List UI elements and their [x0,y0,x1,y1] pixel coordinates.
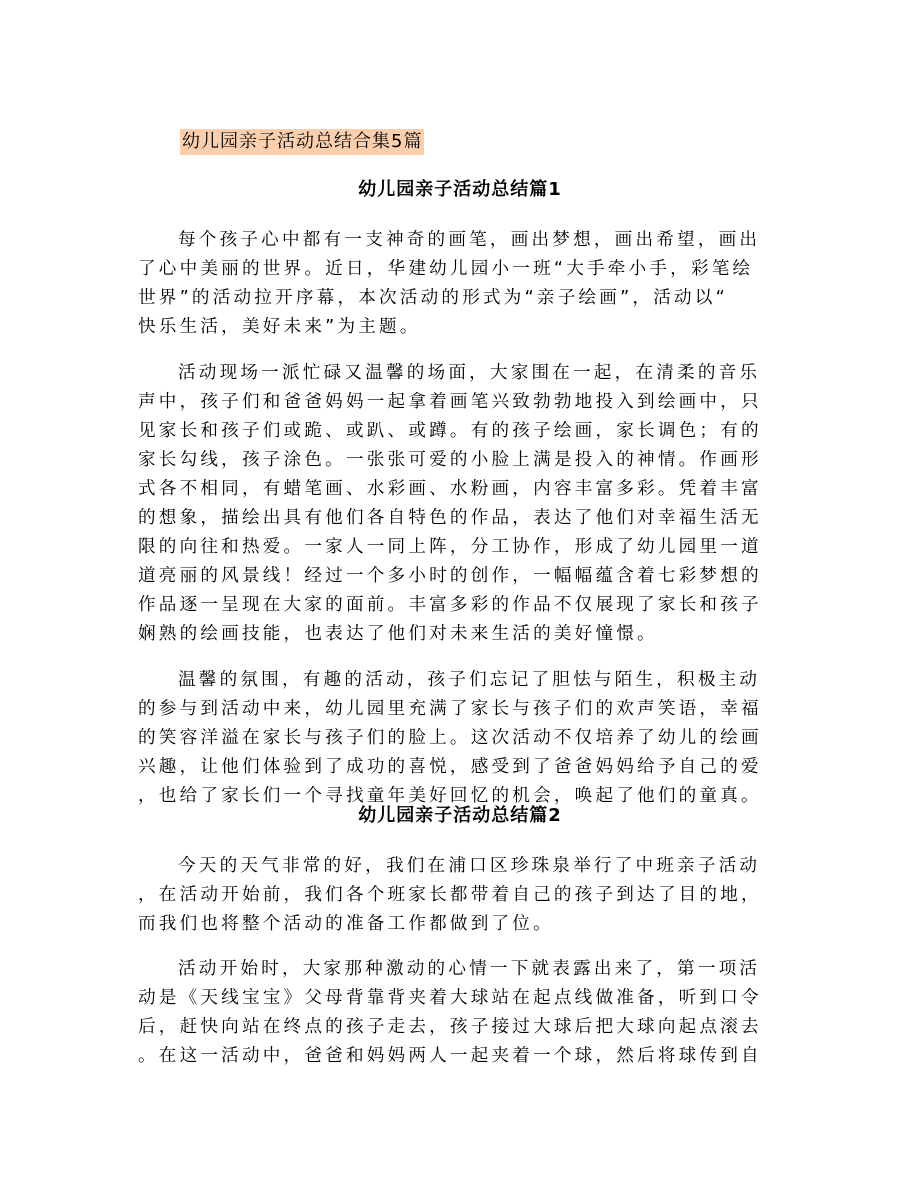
paragraph-line: 活动开始时，大家那种激动的心情一下就表露出来了，第一项活 [178,959,761,979]
paragraph-line: 式各不相同，有蜡笔画、水彩画、水粉画，内容丰富多彩。凭着丰富 [138,479,762,499]
paragraph-line: 了心中美丽的世界。近日，华建幼儿园小一班“大手牵小手，彩笔绘 [138,259,754,279]
paragraph-line: 的想象，描绘出具有他们各自特色的作品，表达了他们对幸福生活无 [138,508,762,528]
paragraph-line: 世界”的活动拉开序幕，本次活动的形式为“亲子绘画”，活动以“ [138,288,728,308]
paragraph-line: 。在这一活动中，爸爸和妈妈两人一起夹着一个球，然后将球传到自 [138,1046,762,1066]
section-heading-1: 幼儿园亲子活动总结篇1 [358,179,562,200]
paragraph-line: 今天的天气非常的好，我们在浦口区珍珠泉举行了中班亲子活动 [178,856,761,876]
paragraph-line: 道亮丽的风景线！经过一个多小时的创作，一幅幅蕴含着七彩梦想的 [138,566,762,586]
paragraph-line: ，在活动开始前，我们各个班家长都带着自己的孩子到达了目的地， [138,885,762,905]
paragraph-line: 见家长和孩子们或跪、或趴、或蹲。有的孩子绘画，家长调色；有的 [138,421,762,441]
paragraph-line: 快乐生活，美好未来”为主题。 [138,317,421,337]
section-heading-2: 幼儿园亲子活动总结篇2 [358,805,562,826]
paragraph-line: 后，赶快向站在终点的孩子走去，孩子接过大球后把大球向起点滚去 [138,1017,762,1037]
paragraph-line: 的参与到活动中来，幼儿园里充满了家长与孩子们的欢声笑语，幸福 [138,699,762,719]
paragraph-line: ，也给了家长们一个寻找童年美好回忆的机会，唤起了他们的童真。 [138,786,762,806]
paragraph-line: 限的向往和热爱。一家人一同上阵，分工协作，形成了幼儿园里一道 [138,537,762,557]
paragraph-line: 兴趣，让他们体验到了成功的喜悦，感受到了爸爸妈妈给予自己的爱 [138,757,762,777]
paragraph-line: 娴熟的绘画技能，也表达了他们对未来生活的美好憧憬。 [138,624,658,644]
paragraph-line: 作品逐一呈现在大家的面前。丰富多彩的作品不仅展现了家长和孩子 [138,595,762,615]
paragraph-line: 声中，孩子们和爸爸妈妈一起拿着画笔兴致勃勃地投入到绘画中，只 [138,392,762,412]
paragraph-line: 每个孩子心中都有一支神奇的画笔，画出梦想，画出希望，画出 [178,230,761,250]
paragraph-line: 活动现场一派忙碌又温馨的场面，大家围在一起，在清柔的音乐 [178,363,761,383]
paragraph-line: 温馨的氛围，有趣的活动，孩子们忘记了胆怯与陌生，积极主动 [178,670,761,690]
paragraph-line: 动是《天线宝宝》父母背靠背夹着大球站在起点线做准备，听到口令 [138,988,762,1008]
paragraph-line: 家长勾线，孩子涂色。一张张可爱的小脸上满是投入的神情。作画形 [138,450,762,470]
document-title: 幼儿园亲子活动总结合集5篇 [180,129,424,155]
paragraph-line: 的笑容洋溢在家长与孩子们的脸上。这次活动不仅培养了幼儿的绘画 [138,728,762,748]
paragraph-line: 而我们也将整个活动的准备工作都做到了位。 [138,914,554,934]
